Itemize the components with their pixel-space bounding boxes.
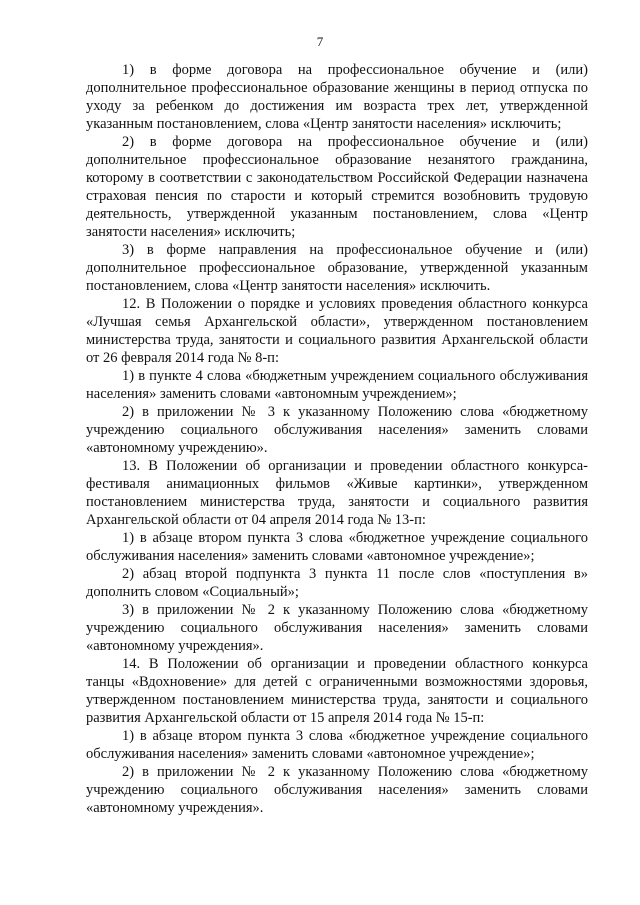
page-number: 7 <box>316 34 324 49</box>
paragraph-item-12-2: 2) в приложении № 3 к указанному Положению слова «бюджетному учреждению социального обслуживания населения» заменить словами «автономному учреждению». <box>86 404 588 456</box>
paragraph-section-14: 14. В Положении об организации и проведении областного конкурса танцы «Вдохновение» для детей с ограниченными возможностями здоровья, утвержденном постановлением министерства труда, занятости и социального развития Архангельской области от 15 апреля 2014 года № 15-п: <box>86 656 588 726</box>
paragraph-item-1: 1) в форме договора на профессиональное обучение и (или) дополнительное профессиональное образование женщины в период отпуска по уходу за ребенком до достижения им возраста трех лет, утвержденной указанным постановлением, слова «Центр занятости населения» исключить; <box>86 62 588 132</box>
paragraph-item-12-1: 1) в пункте 4 слова «бюджетным учреждением социального обслуживания населения» заменить словами «автономным учреждением»; <box>86 368 588 402</box>
paragraph-item-3: 3) в форме направления на профессиональное обучение и (или) дополнительное профессиональное образование, утвержденной указанным постановлением, слова «Центр занятости населения» исключить. <box>86 242 588 294</box>
paragraph-section-13: 13. В Положении об организации и проведении областного конкурса-фестиваля анимационных фильмов «Живые картинки», утвержденном постановлением министерства труда, занятости и социального развития Архангельской области от 04 апреля 2014 года № 13-п: <box>86 458 588 528</box>
paragraph-section-12: 12. В Положении о порядке и условиях проведения областного конкурса «Лучшая семья Архангельской области», утвержденном постановлением министерства труда, занятости и социального развития Архангельской области от 26 февраля 2014 года № 8-п: <box>86 296 588 366</box>
paragraph-item-13-3: 3) в приложении № 2 к указанному Положению слова «бюджетному учреждению социального обслуживания населения» заменить словами «автономному учреждения». <box>86 602 588 654</box>
paragraph-item-2: 2) в форме договора на профессиональное обучение и (или) дополнительное профессиональное образование незанятого гражданина, которому в соответствии с законодательством Российской Федерации назначена страховая пенсия по старости и который стремится возобновить трудовую деятельность, утвержденной указанным постановлением, слова «Центр занятости населения» исключить; <box>86 134 588 240</box>
paragraph-item-14-1: 1) в абзаце втором пункта 3 слова «бюджетное учреждение социального обслуживания населения» заменить словами «автономное учреждение»; <box>86 728 588 762</box>
paragraph-item-13-2: 2) абзац второй подпункта 3 пункта 11 после слов «поступления в» дополнить словом «Социальный»; <box>86 566 588 600</box>
document-body <box>86 61 588 817</box>
paragraph-item-13-1: 1) в абзаце втором пункта 3 слова «бюджетное учреждение социального обслуживания населения» заменить словами «автономное учреждение»; <box>86 530 588 564</box>
paragraph-item-14-2: 2) в приложении № 2 к указанному Положению слова «бюджетному учреждению социального обслуживания населения» заменить словами «автономному учреждения». <box>86 764 588 816</box>
